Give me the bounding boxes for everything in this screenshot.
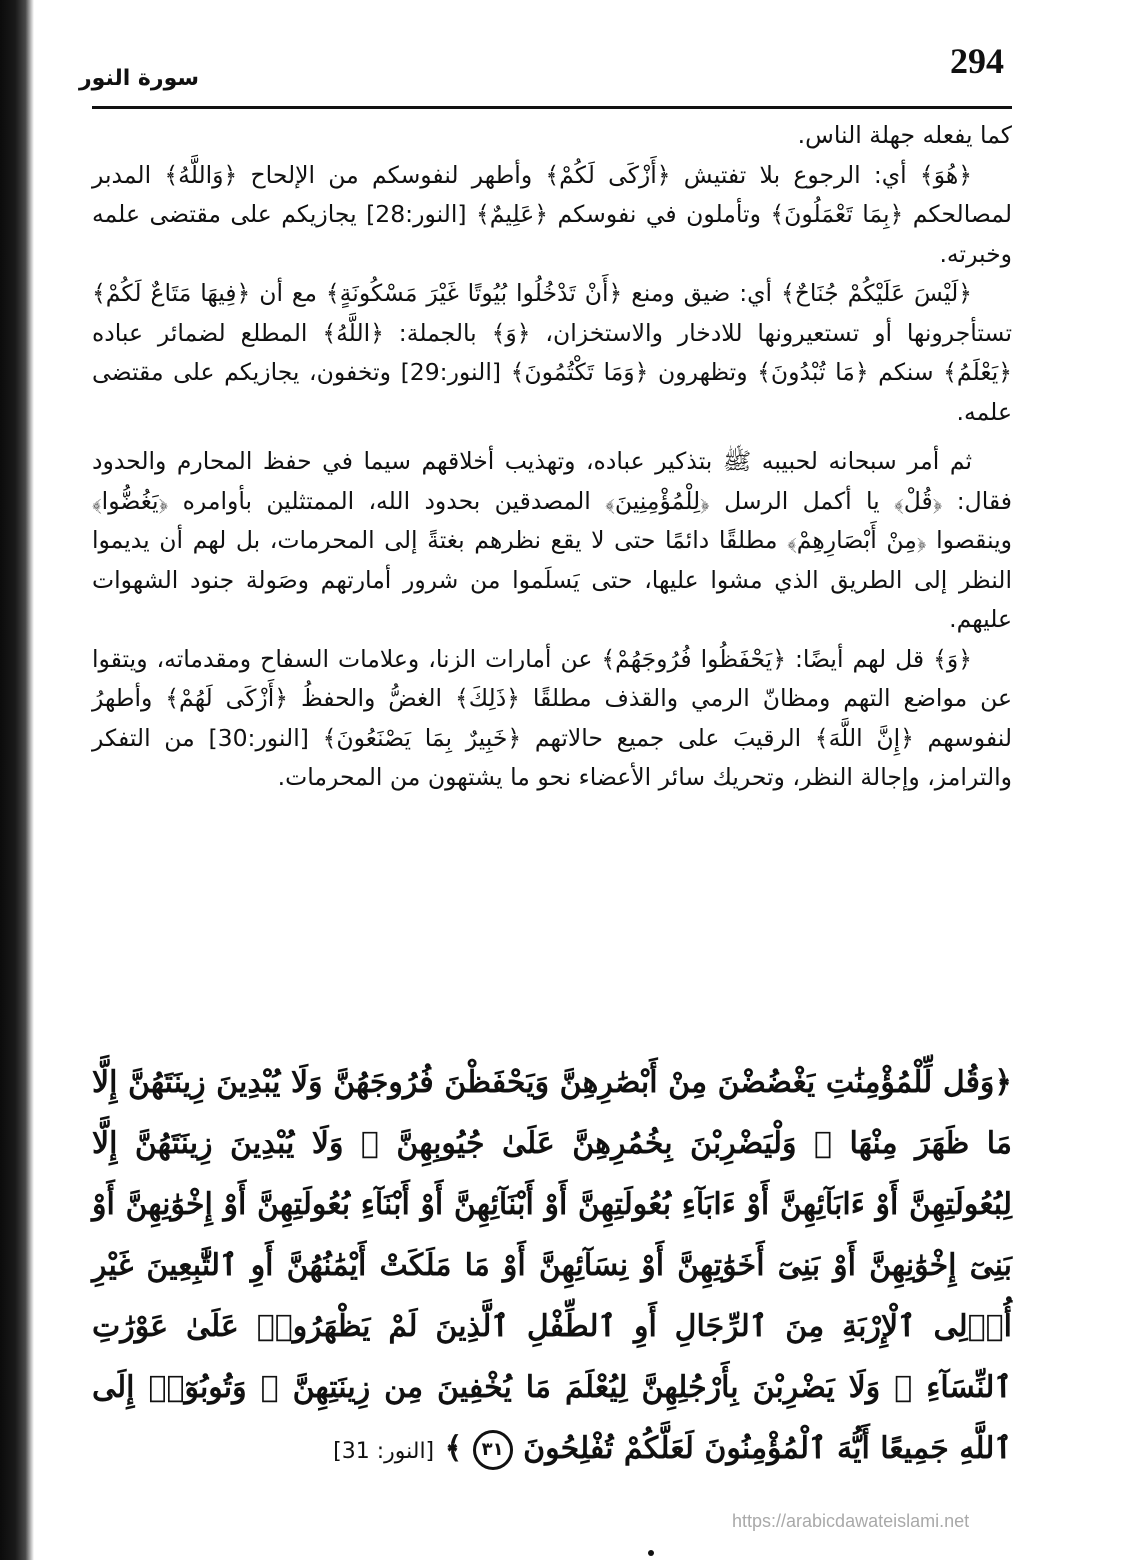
paragraph-verse-28: ﴿هُوَ﴾ أي: الرجوع بلا تفتيش ﴿أَزْكَى لَكُمْ﴾ وأطهر لنفوسكم من الإلحاح ﴿وَاللَّهُ﴾ المدبر لمصالحكم ﴿بِمَا تَعْمَلُونَ﴾ وتأملون في نفوسكم ﴿عَلِيمٌ﴾ [النور:28] يجازيكم على مقتضى علمه وخبرته. (92, 160, 1012, 268)
verse-number-marker: ٣١ (473, 1430, 513, 1470)
paragraph-continuation: كما يفعله جهلة الناس. (797, 121, 1012, 149)
paragraph-verse-30: ﴿وَ﴾ قل لهم أيضًا: ﴿يَحْفَظُوا فُرُوجَهُمْ﴾ عن أمارات الزنا، وعلامات السفاح ومقدماته، ويتقوا عن مواضع التهم ومظانّ الرمي والقذف مطلقًا ﴿ذَلِكَ﴾ الغضُّ والحفظُ ﴿أَزْكَى لَهُمْ﴾ وأطهرُ لنفوسهم ﴿إِنَّ اللَّهَ﴾ الرقيبَ على جميع حالاتهم ﴿خَبِيرٌ بِمَا يَصْنَعُونَ﴾ [النور:30] من التفكر والترامز، وإجالة النظر، وتحريك سائر الأعضاء نحو ما يشتهون من المحرمات. (92, 644, 1012, 791)
paragraph-verse-30-intro: ثم أمر سبحانه لحبيبه ﷺ بتذكير عباده، وتهذيب أخلاقهم سيما في حفظ المحارم والحدود فقال: ﴿قُلْ﴾ يا أكمل الرسل ﴿لِلْمُؤْمِنِينَ﴾ المصدقين بحدود الله، الممتثلين بأوامره ﴿يَغُضُّوا﴾ وينقصوا ﴿مِنْ أَبْصَارِهِمْ﴾ مطلقًا دائمًا حتى لا يقع نظرهم بغتةً إلى المحرمات، بل لهم أن يديموا النظر إلى الطريق الذي مشوا عليها، حتى يَسلَموا من شرور أمارتهم وصَولة جنود الشهوات عليهم. (92, 447, 1012, 633)
commentary-text (92, 116, 1012, 798)
scan-edge-shadow (0, 0, 34, 1560)
quran-verse-text: ﴿وَقُل لِّلْمُؤْمِنَٰتِ يَغْضُضْنَ مِنْ أَبْصَٰرِهِنَّ وَيَحْفَظْنَ فُرُوجَهُنَّ وَلَا يُبْدِينَ زِينَتَهُنَّ إِلَّا مَا ظَهَرَ مِنْهَا ۖ وَلْيَضْرِبْنَ بِخُمُرِهِنَّ عَلَىٰ جُيُوبِهِنَّ ۖ وَلَا يُبْدِينَ زِينَتَهُنَّ إِلَّا لِبُعُولَتِهِنَّ أَوْ ءَابَآئِهِنَّ أَوْ ءَابَآءِ بُعُولَتِهِنَّ أَوْ أَبْنَآئِهِنَّ أَوْ أَبْنَآءِ بُعُولَتِهِنَّ أَوْ إِخْوَٰنِهِنَّ أَوْ بَنِىٓ إِخْوَٰنِهِنَّ أَوْ بَنِىٓ أَخَوَٰتِهِنَّ أَوْ نِسَآئِهِنَّ أَوْ مَا مَلَكَتْ أَيْمَٰنُهُنَّ أَوِ ٱلتَّٰبِعِينَ غَيْرِ أُو۟لِى ٱلْإِرْبَةِ مِنَ ٱلرِّجَالِ أَوِ ٱلطِّفْلِ ٱلَّذِينَ لَمْ يَظْهَرُوا۟ عَلَىٰ عَوْرَٰتِ ٱلنِّسَآءِ ۖ وَلَا يَضْرِبْنَ بِأَرْجُلِهِنَّ لِيُعْلَمَ مَا يُخْفِينَ مِن زِينَتِهِنَّ ۚ وَتُوبُوٓا۟ إِلَى ٱللَّهِ جَمِيعًا أَيُّهَ ٱلْمُؤْمِنُونَ لَعَلَّكُمْ تُفْلِحُونَ (92, 1065, 1013, 1466)
quran-verse-block (92, 1052, 1012, 1482)
verse-closing-bracket: ﴾ (444, 1431, 463, 1466)
paragraph-verse-29: ﴿لَيْسَ عَلَيْكُمْ جُنَاحٌ﴾ أي: ضيق ومنع ﴿أَنْ تَدْخُلُوا بُيُوتًا غَيْرَ مَسْكُونَةٍ﴾ مع أن ﴿فِيهَا مَتَاعٌ لَكُمْ﴾ تستأجرونها أو تستعيرونها للادخار والاستخزان، ﴿وَ﴾ بالجملة: ﴿اللَّهُ﴾ المطلع لضمائر عباده ﴿يَعْلَمُ﴾ سنكم ﴿مَا تُبْدُونَ﴾ وتظهرون ﴿وَمَا تَكْتُمُونَ﴾ [النور:29] وتخفون، يجازيكم على مقتضى علمه. (92, 279, 1013, 426)
header-divider (92, 106, 1012, 109)
website-watermark: https://arabicdawateislami.net (732, 1511, 970, 1531)
scan-speck (648, 1550, 654, 1556)
surah-title: سورة النور (79, 66, 199, 91)
page-number: 294 (950, 41, 1004, 81)
verse-reference: [النور: 31] (333, 1439, 435, 1464)
